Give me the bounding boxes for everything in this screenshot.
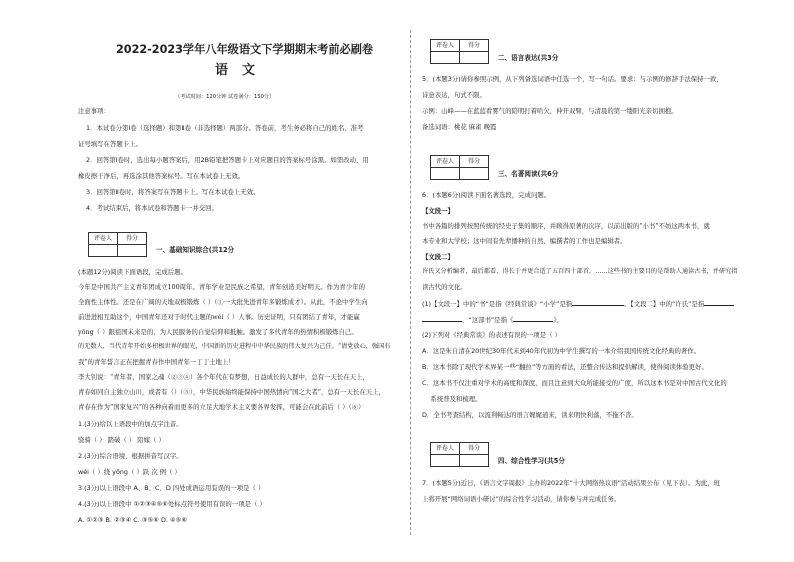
section-intro: (本题12分)阅读下面语段，完成后题。 <box>78 268 187 276</box>
question-line: 2.(3分)综合语境，根据拼音写汉字。 <box>78 452 183 460</box>
score-cell <box>460 168 489 180</box>
question-line <box>422 299 734 308</box>
score-cell <box>118 245 147 257</box>
column-divider <box>410 30 411 535</box>
question-line: wéi（ ）绕 yōng（ ）跃 次 例（ ） <box>78 468 181 476</box>
section-heading: 二、语言表达(共3分 <box>498 54 559 62</box>
score-table-header: 评卷人 <box>89 233 118 245</box>
question-text: 》。 <box>553 316 563 324</box>
question-line: 7．(本题5分)近日，《语言文字周报》主办的2022年“十大网络热议语”活动结果公布（见下表）。为此，班 <box>422 479 721 487</box>
doc-line: 读古代的文化。 <box>422 283 467 291</box>
option-line: D．全书考查结构，以流利畅达的语言娓娓道来，读来明快利落，不拖不沓。 <box>422 411 638 419</box>
score-table <box>430 155 489 180</box>
note-line: 2．回答第Ⅰ卷时，选出每小题答案后，用2B铅笔把答题卡上对应题目的答案标号涂黑。如需改动，用 <box>86 156 369 164</box>
subject-title: 语文 <box>215 63 270 78</box>
answer-blank[interactable] <box>572 299 624 306</box>
answer-blank[interactable] <box>704 299 734 306</box>
question-line: (2)下列对《经典常谈》的表述有误的一项是（ ） <box>422 331 561 339</box>
exam-info: （考试时间：120分钟 试卷满分：150分） <box>175 94 275 100</box>
score-table-header: 得分 <box>460 40 489 52</box>
passage-line: yōng（ ）跟祖国未来是的，为人民服务的自觉信仰和抵触。激发了多代青年的热情积极锻炼自己。 <box>78 328 358 336</box>
note-line: 1．本试卷分第Ⅰ卷（选择题）和第Ⅱ卷（非选择题）两部分。答卷前，考生务必将自己的姓名、准考 <box>86 124 364 132</box>
score-table <box>88 232 147 257</box>
score-table-header: 评卷人 <box>431 156 460 168</box>
score-cell <box>89 245 118 257</box>
left-column <box>78 0 396 562</box>
passage-line: 青春在作为“国家复兴”的各种向着而更多的立足大地学术主义要各界发挥，可能会在此前后（ ）（⑥） <box>78 403 365 411</box>
score-cell <box>460 455 489 467</box>
section-heading: 四、综合性学习(共5分 <box>498 457 565 465</box>
question-line: 上将开展“网络词语小研讨”的综合性学习活动，请你参与并完成任务。 <box>422 495 621 503</box>
doc-label: 【文段二】 <box>422 253 454 261</box>
section-intro: 6．(本题6分)阅读下面名著选段，完成问题。 <box>422 191 551 199</box>
score-table-header: 评卷人 <box>431 40 460 52</box>
passage-line: 李大钊说：“青年者，国家之魂（②③④）各个年代在有梦想，日益成长的人群中，总有一天长在天上， <box>78 373 369 381</box>
question-line: 骁骑（ ） 踏破（ ） 陪嫁（ ） <box>78 436 165 444</box>
passage-line: 的无数人，当代青年开始多积极世界的眼光，中国新的历史进程中中华民族的伟大复兴为己任。“请党放心，强国有 <box>78 343 391 350</box>
passage-line: 今年是中国共产主义青年团成立100周年。青年学业是民族之希望，青年创造美好明天。作为青少年的 <box>78 283 365 291</box>
question-text: (1)【文段一】中的“书”是指《经典常谈》“小学”是指 <box>422 300 573 308</box>
note-line: 橡皮擦干净后，再选涂其他答案标号。写在本试卷上无效。 <box>78 172 245 180</box>
exam-title: 2022-2023学年八年级语文下学期期末考前必刷卷 <box>116 43 374 56</box>
score-cell <box>460 52 489 64</box>
score-table-header: 评卷人 <box>431 443 460 455</box>
passage-line: 青春如同自主独立山川，或者有（）（⑤），中华民族始终能保持中国热情向“国之大者”，总有一天长在天上， <box>78 388 385 396</box>
question-line: 诗意表达，句式不限。 <box>422 91 486 99</box>
question-line: A. ①②③ B. ②③④ C. ③⑤⑥ D. ④⑤⑥ <box>78 516 188 524</box>
passage-line: 我”的青年誓言正在把握青春作中国青年一丁丁土地上！ <box>78 358 235 366</box>
score-table-header: 得分 <box>460 443 489 455</box>
question-line: 示例：山峰——在蓝蓝看雾气的陪明打着哈欠，伸开双臂，与清晨的第一缕阳光亲切拥抱。 <box>422 107 678 115</box>
question-line: 3.(3分)以上语段中 A、B、C、D 四处成语运用有误的一项是（ ） <box>78 484 265 492</box>
score-table-header: 得分 <box>460 156 489 168</box>
right-column <box>422 0 740 562</box>
question-line: 5．(本题3分)请你参照示例，从下列备选词语中任选一个，写一句话。要求：与示例的修辞手法保持一致， <box>422 75 723 83</box>
score-table <box>430 39 489 64</box>
option-line: 系统普及和梳理。 <box>422 395 482 403</box>
score-cell <box>431 52 460 64</box>
question-line: 4.(3分)以上语段中 ①②③④⑤⑥处标点符号使用有误的一项是（ ） <box>78 500 266 508</box>
doc-label: 【文段一】 <box>422 207 454 215</box>
notes-heading: 注意事项： <box>78 107 110 115</box>
score-table <box>430 442 489 467</box>
question-line: 1.(3分)给以上语段中的加点字注音。 <box>78 420 183 428</box>
passage-line: 全面性主体性。还是在广阔的天地双极锻炼（ ）（①一大批先进青年多锻炼成才）。从此，不论中学生向 <box>78 298 368 306</box>
section-heading: 三、名著阅读(共6分 <box>498 170 559 178</box>
answer-blank[interactable] <box>513 315 553 322</box>
note-line: 4．考试结束后，将本试卷和答题卡一并交回。 <box>86 204 218 212</box>
question-line: 备选词语：桃花 麻雀 晚霞 <box>422 123 497 131</box>
option-line: C．这本书不仅注重对学术的高度和深度，而且注意到大众所能接受的广度，所以这本书是对中国古代文化的 <box>422 379 727 387</box>
doc-line: 许氏又分析编者，最后都看，得长于并更合适了五百四十部首。……这些书的主要目的是帮助人通读古书，并研究指 <box>422 268 738 275</box>
passage-line: 前进进相互助这个，中国青年还对于时代主题的wéi（ ）人事。历史证明，只有团结了青年，才能赢 <box>78 313 360 321</box>
score-table-header: 得分 <box>118 233 147 245</box>
note-line: 证号填写在答题卡上。 <box>78 140 142 148</box>
section-heading: 一、基础知识综合(共12分 <box>156 246 235 254</box>
answer-blank[interactable] <box>422 315 462 322</box>
option-line: A．这是朱自清在20世纪30年代末到40年代初为中学生撰写的一本介绍我国传统文化经典的著作。 <box>422 347 700 355</box>
score-cell <box>431 455 460 467</box>
question-text: 。【文段二】中的“许氏”是指 <box>624 300 705 308</box>
note-line: 3．回答第Ⅱ卷时，将答案写在答题卡上。写在本试卷上无效。 <box>86 188 260 196</box>
option-line: B．这本书除了现代学术界某一些“翻拉”等方面的看法，还整合传达和提供解读，使得阅读体验更好。 <box>422 363 708 371</box>
doc-line: 书中各篇的排列按照传统的经史子集的顺序，并顾得原著的次序，以前出版的“小书”不妨这两本书，就 <box>422 222 710 230</box>
doc-line: 本专业和大学校；这中间有先辈播种的自然、编撰者的工作也是编辑者。 <box>422 237 627 245</box>
question-text: ，“这部书”是指《 <box>462 316 514 324</box>
score-cell <box>431 168 460 180</box>
question-line <box>422 315 563 324</box>
